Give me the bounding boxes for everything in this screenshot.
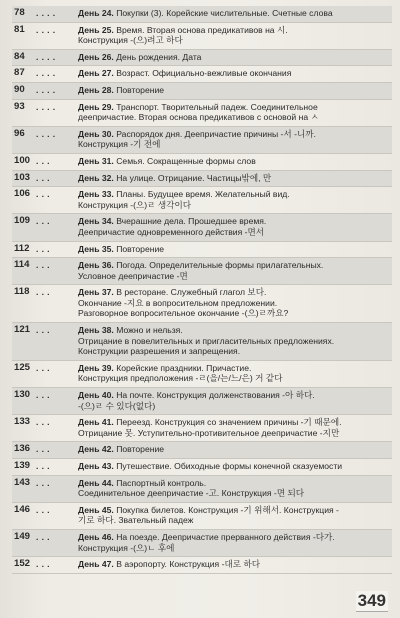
toc-entry-text — [78, 363, 392, 384]
toc-day-label: День 36. — [78, 260, 114, 271]
toc-entry-text — [78, 85, 392, 96]
toc-entry — [12, 83, 392, 100]
toc-leader-dots: . . . — [36, 559, 50, 570]
toc-leader-dots: . . . — [36, 362, 50, 373]
toc-day-label: День 38. — [78, 325, 114, 336]
toc-topic: Распорядок дня. Деепричастие причины -서 -니까. — [116, 128, 316, 139]
toc-topic: На улице. Отрицание. Частицы밖에, 만 — [116, 172, 272, 183]
toc-day-label: День 35. — [78, 243, 114, 254]
toc-entry — [12, 187, 392, 214]
toc-entry-line — [78, 346, 392, 357]
toc-entry — [12, 171, 392, 188]
toc-leader-dots: . . . — [36, 477, 50, 488]
toc-entry-text — [78, 52, 392, 63]
toc-day-label: День 46. — [78, 531, 114, 542]
toc-topic: 기로 하다. Звательный падеж — [78, 515, 194, 526]
toc-page-number: 87 — [14, 67, 25, 79]
toc-leader-dots: . . . — [36, 172, 50, 183]
toc-day-label: День 40. — [78, 390, 114, 401]
toc-entry-line — [78, 173, 392, 184]
toc-page-number: 118 — [14, 286, 30, 298]
toc-topic: Условное деепричастие -면 — [78, 270, 188, 281]
toc-entry — [12, 242, 392, 259]
toc-topic: Можно и нельзя. — [116, 325, 183, 336]
toc-topic: Переезд. Конструкция со значением причины -기 때문에. — [116, 417, 342, 428]
toc-entry-text — [78, 156, 392, 167]
toc-entry — [12, 476, 392, 503]
toc-day-label: День 26. — [78, 51, 114, 62]
toc-entry — [12, 154, 392, 171]
toc-entry-line — [78, 189, 392, 200]
toc-leader-dots: . . . — [36, 189, 50, 200]
toc-entry-line — [78, 478, 392, 489]
toc-page-number: 103 — [14, 171, 31, 183]
toc-entry — [12, 459, 392, 476]
toc-entry-line — [78, 139, 392, 150]
toc-topic: Соединительное деепричастие -고. Конструкция -면 되다 — [78, 488, 305, 499]
toc-day-label: День 45. — [78, 504, 114, 515]
toc-entry-line — [78, 417, 392, 428]
toc-entry-text — [78, 287, 392, 319]
toc-entry — [12, 285, 392, 323]
toc-entry-text — [78, 129, 392, 150]
toc-day-label: День 37. — [78, 287, 114, 298]
toc-topic: Конструкция предположения -ㄹ(을/는/느/은) 거 같다 — [78, 373, 283, 384]
toc-entry — [12, 66, 392, 83]
toc-entry-text — [78, 505, 392, 526]
toc-page-number: 152 — [14, 558, 31, 570]
toc-entry-line — [78, 308, 392, 319]
toc-entry-text — [78, 417, 392, 438]
toc-entry — [12, 127, 392, 154]
toc-topic: Паспортный контроль. — [116, 477, 207, 488]
toc-day-label: День 32. — [78, 172, 114, 183]
toc-topic: Корейские праздники. Причастие. — [116, 362, 252, 373]
toc-day-label: День 27. — [78, 68, 114, 79]
toc-entry-line — [78, 325, 392, 336]
toc-page-number: 136 — [14, 443, 31, 455]
toc-entry-line — [78, 444, 392, 455]
toc-entry-line — [78, 25, 392, 36]
toc-entry — [12, 100, 392, 127]
toc-leader-dots: . . . . — [36, 68, 56, 79]
toc-leader-dots: . . . — [36, 216, 50, 227]
toc-leader-dots: . . . — [36, 155, 50, 166]
toc-leader-dots: . . . — [36, 325, 50, 336]
toc-entry-text — [78, 216, 392, 237]
toc-entry-text — [78, 390, 392, 411]
toc-entry — [12, 557, 392, 574]
toc-topic: Окончание -지요 в вопросительном предложении. — [78, 297, 278, 308]
toc-entry-line — [78, 260, 392, 271]
toc-topic: Повторение — [116, 84, 165, 95]
toc-entry-line — [78, 488, 392, 499]
toc-leader-dots: . . . — [36, 417, 50, 428]
toc-entry-line — [78, 543, 392, 554]
toc-entry — [12, 23, 392, 50]
toc-page-number: 109 — [14, 215, 31, 227]
toc-leader-dots: . . . . — [36, 51, 56, 62]
toc-entry-line — [78, 505, 392, 516]
toc-leader-dots: . . . — [36, 287, 50, 298]
toc-page-number: 146 — [14, 503, 31, 515]
toc-topic: Время. Вторая основа предикативов на 시. — [116, 24, 288, 35]
toc-entry-text — [78, 532, 392, 553]
toc-leader-dots: . . . . — [36, 8, 56, 18]
toc-entry — [12, 503, 392, 530]
toc-day-label: День 31. — [78, 155, 114, 166]
toc-topic: Семья. Сокращенные формы слов — [116, 155, 256, 166]
toc-topic: На поезде. Деепричастие прерванного действия -다가. — [116, 531, 335, 542]
toc-page-number: 96 — [14, 127, 25, 139]
toc-entry-line — [78, 532, 392, 543]
table-of-contents — [12, 6, 392, 574]
toc-page-number: 93 — [14, 100, 25, 112]
toc-entry — [12, 6, 392, 23]
toc-topic: Конструкции разрешения и запрещения. — [78, 346, 241, 357]
toc-topic: Конструкция -(으)ㄹ 생각이다 — [78, 199, 192, 210]
toc-topic: На почте. Конструкция долженствования -아 하다. — [116, 390, 315, 401]
toc-page-number: 81 — [14, 23, 25, 35]
toc-topic: Повторение — [116, 444, 165, 455]
toc-entry-text — [78, 25, 392, 46]
toc-day-label: День 41. — [78, 417, 114, 428]
toc-day-label: День 42. — [78, 444, 114, 455]
toc-page-number: 143 — [14, 476, 31, 488]
toc-topic: Отрицание 못. Уступительно-противительное деепричастие -지만 — [78, 427, 340, 438]
toc-entry-line — [78, 461, 392, 472]
toc-topic: День рождения. Дата — [116, 51, 202, 62]
toc-entry-line — [78, 515, 392, 526]
toc-page-number: 90 — [14, 83, 25, 95]
toc-leader-dots: . . . . — [36, 101, 56, 112]
toc-topic: Покупки (3). Корейские числительные. Счетные слова — [116, 8, 333, 18]
toc-entry-line — [78, 336, 392, 347]
toc-entry-line — [78, 112, 392, 123]
toc-topic: Покупка билетов. Конструкция -기 위해서. Конструкция - — [116, 504, 339, 515]
toc-entry-line — [78, 390, 392, 401]
toc-entry-line — [78, 52, 392, 63]
toc-day-label: День 30. — [78, 128, 114, 139]
toc-topic: Разговорное вопросительное окончание -(으)ㄹ까요? — [78, 308, 289, 319]
toc-entry-line — [78, 559, 392, 570]
toc-entry — [12, 214, 392, 241]
toc-entry-text — [78, 461, 392, 472]
toc-entry-line — [78, 287, 392, 298]
toc-entry-line — [78, 68, 392, 79]
toc-entry-text — [78, 189, 392, 210]
toc-entry-text — [78, 444, 392, 455]
toc-topic: В ресторане. Служебный глагол 보다. — [116, 287, 267, 298]
toc-leader-dots: . . . — [36, 390, 50, 401]
toc-leader-dots: . . . — [36, 461, 50, 471]
toc-page-number: 139 — [14, 460, 31, 471]
toc-entry-line — [78, 200, 392, 211]
toc-leader-dots: . . . — [36, 504, 50, 515]
toc-entry-line — [78, 428, 392, 439]
toc-topic: Деепричастие одновременного действия -면서 — [78, 226, 265, 237]
toc-entry-line — [78, 35, 392, 46]
toc-topic: Отрицание в повелительных и пригласительных предложениях. — [78, 335, 335, 346]
toc-entry-text — [78, 68, 392, 79]
toc-topic: Транспорт. Творительный падеж. Соединительное — [116, 101, 318, 112]
toc-page-number: 121 — [14, 324, 31, 336]
toc-day-label: День 34. — [78, 216, 114, 227]
toc-entry — [12, 361, 392, 388]
toc-topic: Возраст. Официально-вежливые окончания — [116, 68, 292, 79]
toc-day-label: День 24. — [78, 8, 114, 18]
toc-entry-text — [78, 244, 392, 255]
toc-day-label: День 39. — [78, 362, 114, 373]
toc-entry-line — [78, 271, 392, 282]
toc-entry-text — [78, 478, 392, 499]
toc-leader-dots: . . . — [36, 260, 50, 271]
toc-entry-line — [78, 363, 392, 374]
toc-page-number: 114 — [14, 259, 30, 271]
toc-entry-text — [78, 260, 392, 281]
toc-leader-dots: . . . — [36, 444, 50, 455]
toc-entry-line — [78, 373, 392, 384]
toc-page-number: 106 — [14, 188, 31, 200]
toc-leader-dots: . . . — [36, 531, 50, 542]
toc-day-label: День 28. — [78, 84, 114, 95]
toc-topic: Вчерашние дела. Прошедшее время. — [116, 216, 267, 227]
toc-entry-text — [78, 173, 392, 184]
toc-page-number: 149 — [14, 530, 31, 542]
toc-topic: В аэропорту. Конструкция -대로 하다 — [116, 559, 261, 570]
toc-day-label: День 33. — [78, 189, 114, 200]
toc-entry — [12, 442, 392, 459]
toc-topic: деепричастие. Вторая основа предикативов с основой на ㅅ — [78, 112, 319, 123]
toc-leader-dots: . . . — [36, 243, 50, 254]
toc-entry-line — [78, 244, 392, 255]
toc-page-number: 112 — [14, 242, 30, 254]
toc-leader-dots: . . . . — [36, 84, 56, 95]
toc-entry — [12, 323, 392, 361]
toc-entry — [12, 388, 392, 415]
toc-entry-line — [78, 129, 392, 140]
toc-day-label: День 29. — [78, 101, 114, 112]
toc-entry-line — [78, 298, 392, 309]
toc-entry-text — [78, 559, 392, 570]
toc-leader-dots: . . . . — [36, 128, 56, 139]
toc-topic: Конструкция -기 전에 — [78, 139, 161, 150]
toc-entry-line — [78, 102, 392, 113]
toc-topic: Конструкция -(으)려고 하다 — [78, 35, 183, 46]
toc-entry — [12, 50, 392, 67]
toc-entry-line — [78, 85, 392, 96]
toc-entry — [12, 258, 392, 285]
toc-entry-text — [78, 102, 392, 123]
toc-entry-line — [78, 401, 392, 412]
toc-entry — [12, 530, 392, 557]
toc-day-label: День 43. — [78, 461, 114, 471]
toc-day-label: День 44. — [78, 477, 114, 488]
toc-entry-text — [78, 8, 392, 19]
page-number: 349 — [357, 591, 386, 610]
toc-entry-line — [78, 8, 392, 19]
toc-entry-text — [78, 325, 392, 357]
toc-page-number: 130 — [14, 389, 31, 401]
toc-page-number: 125 — [14, 361, 31, 373]
toc-day-label: День 47. — [78, 559, 114, 570]
toc-leader-dots: . . . . — [36, 24, 56, 35]
toc-topic: Погода. Определительные формы прилагательных. — [116, 260, 324, 271]
toc-page-number: 133 — [14, 416, 31, 428]
toc-day-label: День 25. — [78, 24, 114, 35]
toc-entry-line — [78, 216, 392, 227]
toc-page-number: 100 — [14, 154, 31, 166]
toc-topic: Планы. Будущее время. Желательный вид. — [116, 189, 290, 200]
toc-topic: -(으)ㄹ 수 있다(없다) — [78, 400, 156, 411]
toc-page-number: 84 — [14, 50, 25, 62]
toc-topic: Повторение — [116, 243, 165, 254]
toc-entry-line — [78, 156, 392, 167]
toc-entry-line — [78, 227, 392, 238]
toc-topic: Путешествие. Обиходные формы конечной сказуемости — [116, 461, 343, 471]
toc-entry — [12, 415, 392, 442]
toc-page-number: 78 — [14, 7, 25, 18]
toc-topic: Конструкция -(으)ㄴ 후에 — [78, 542, 175, 553]
